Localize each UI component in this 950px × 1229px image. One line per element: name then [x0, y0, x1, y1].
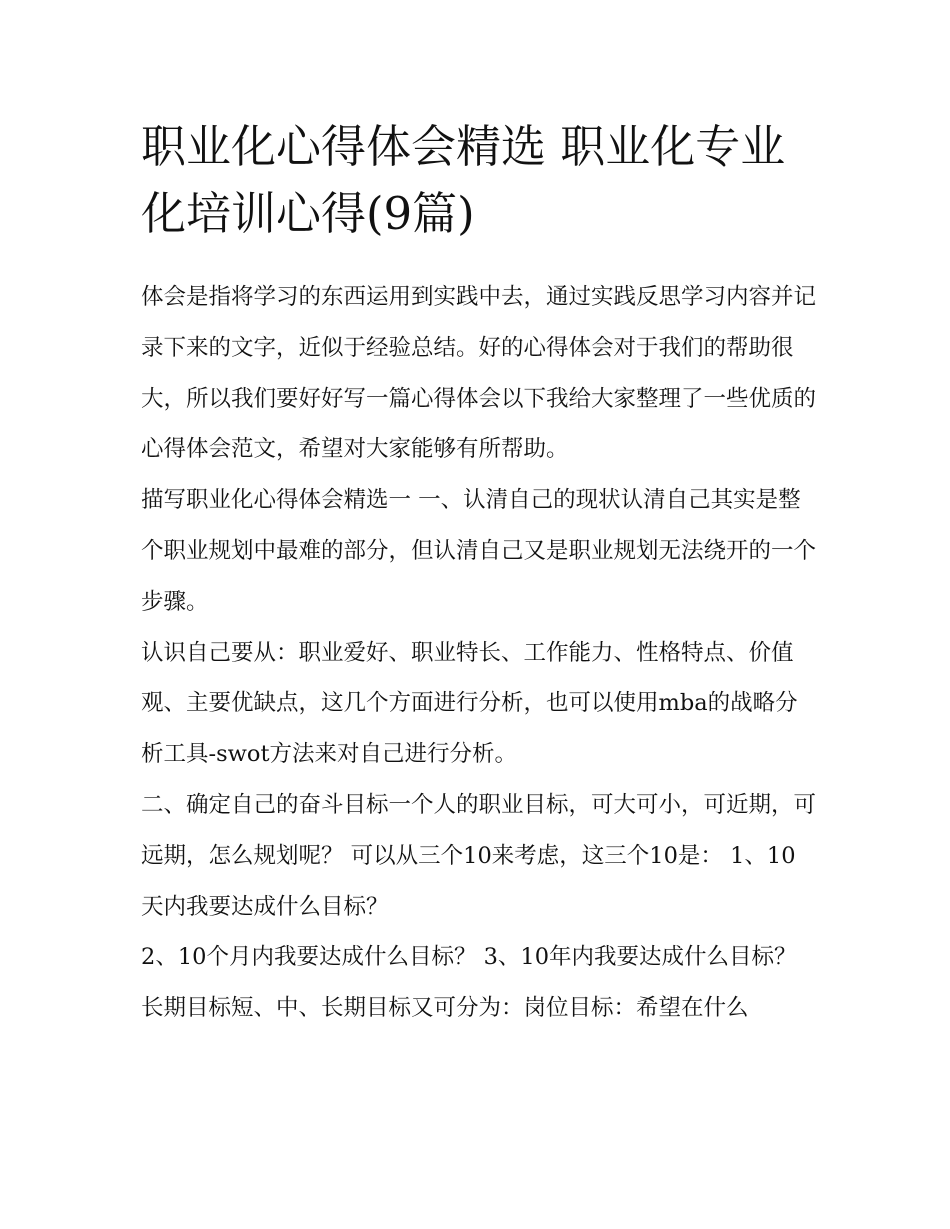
long-term-goals-paragraph: 长期目标短、中、长期目标又可分为：岗位目标：希望在什么 — [141, 995, 749, 1022]
document-body — [141, 113, 816, 1034]
section-one-paragraph: 描写职业化心得体会精选一 一、认清自己的现状认清自己其实是整个职业规划中最难的部分，但认清自己又是职业规划无法绕开的一个步骤。 — [141, 487, 817, 615]
goals-paragraph: 2、10个月内我要达成什么目标？ 3、10年内我要达成什么目标？ — [141, 944, 797, 971]
intro-paragraph: 体会是指将学习的东西运用到实践中去，通过实践反思学习内容并记录下来的文字，近似于经验总结。好的心得体会对于我们的帮助很大，所以我们要好好写一篇心得体会以下我给大家整理了一些优质的心得体会范文，希望对大家能够有所帮助。 — [141, 284, 817, 463]
self-knowledge-paragraph: 认识自己要从：职业爱好、职业特长、工作能力、性格特点、价值观、主要优缺点，这几个方面进行分析，也可以使用mba的战略分析工具-swot方法来对自己进行分析。 — [141, 639, 798, 768]
section-two-paragraph: 二、确定自己的奋斗目标一个人的职业目标，可大可小，可近期，可远期，怎么规划呢？ 可以从三个10来考虑，这三个10是： 1、10天内我要达成什么目标？ — [141, 791, 817, 920]
document-title: 职业化心得体会精选 职业化专业化培训心得(9篇) — [141, 120, 786, 240]
title-spacer — [141, 247, 816, 272]
